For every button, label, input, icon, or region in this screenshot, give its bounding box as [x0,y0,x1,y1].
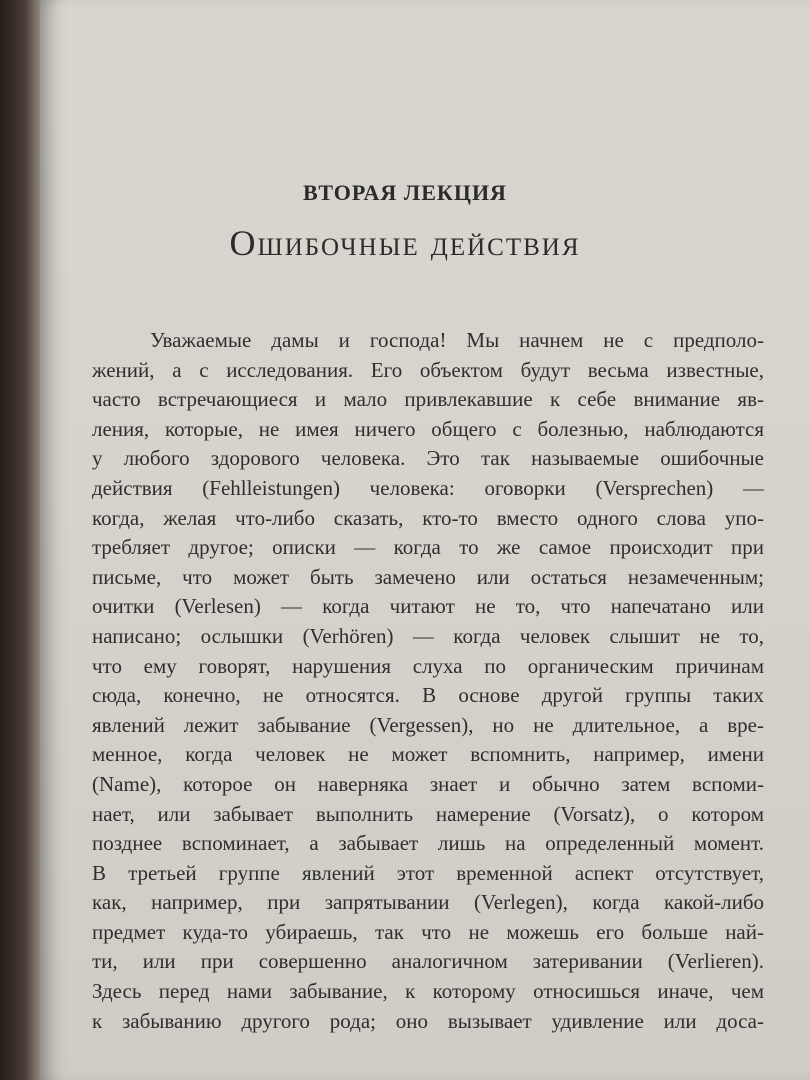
text-line: жений, а с исследования. Его объектом будут весьма известные, [92,357,764,382]
text-line: письме, что может быть замечено или остаться незамеченным; [92,564,764,589]
text-line: В третьей группе явлений этот временной аспект отсутствует, [92,860,764,885]
text-line: (Name), которое он наверняка знает и обычно затем вспоми- [92,771,764,796]
text-line: менное, когда человек не может вспомнить, например, имени [92,742,764,767]
text-line: очитки (Verlesen) — когда читают не то, что напечатано или [92,594,764,619]
body-text [92,326,764,1036]
text-line: предмет куда-то убираешь, так что не можешь его больше най- [92,919,764,944]
text-line: часто встречающиеся и мало привлекавшие к себе внимание яв- [92,387,764,412]
text-line: написано; ослышки (Verhören) — когда человек слышит не то, [92,623,764,648]
text-line: действия (Fehlleistungen) человека: оговорки (Versprechen) — [92,475,764,500]
text-line: Здесь перед нами забывание, к которому относишься иначе, чем [92,979,764,1004]
text-line: как, например, при запрятывании (Verlegen), когда какой-либо [92,890,764,915]
text-line: к забыванию другого рода; оно вызывает удивление или доса- [92,1008,764,1033]
text-line: когда, желая что-либо сказать, кто-то вместо одного слова упо- [92,505,764,530]
text-line: Уважаемые дамы и господа! Мы начнем не с предполо- [150,328,764,352]
text-line: у любого здорового человека. Это так называемые ошибочные [92,446,764,471]
text-line: ления, которые, не имея ничего общего с болезнью, наблюдаются [92,416,764,441]
text-line: сюда, конечно, не относятся. В основе другой группы таких [92,683,764,708]
text-line: ти, или при совершенно аналогичном затеривании (Verlieren). [92,949,764,974]
text-line: явлений лежит забывание (Vergessen), но не длительное, а вре- [92,712,764,737]
lecture-label: ВТОРАЯ ЛЕКЦИЯ [303,180,507,205]
chapter-title: Ошибочные действия [229,223,581,263]
text-line: что ему говорят, нарушения слуха по органическим причинам [92,653,764,678]
text-line: нает, или забывает выполнить намерение (Vorsatz), о котором [92,801,764,826]
text-line: позднее вспоминает, а забывает лишь на определенный момент. [92,831,764,856]
text-line: требляет другое; описки — когда то же самое происходит при [92,535,764,560]
